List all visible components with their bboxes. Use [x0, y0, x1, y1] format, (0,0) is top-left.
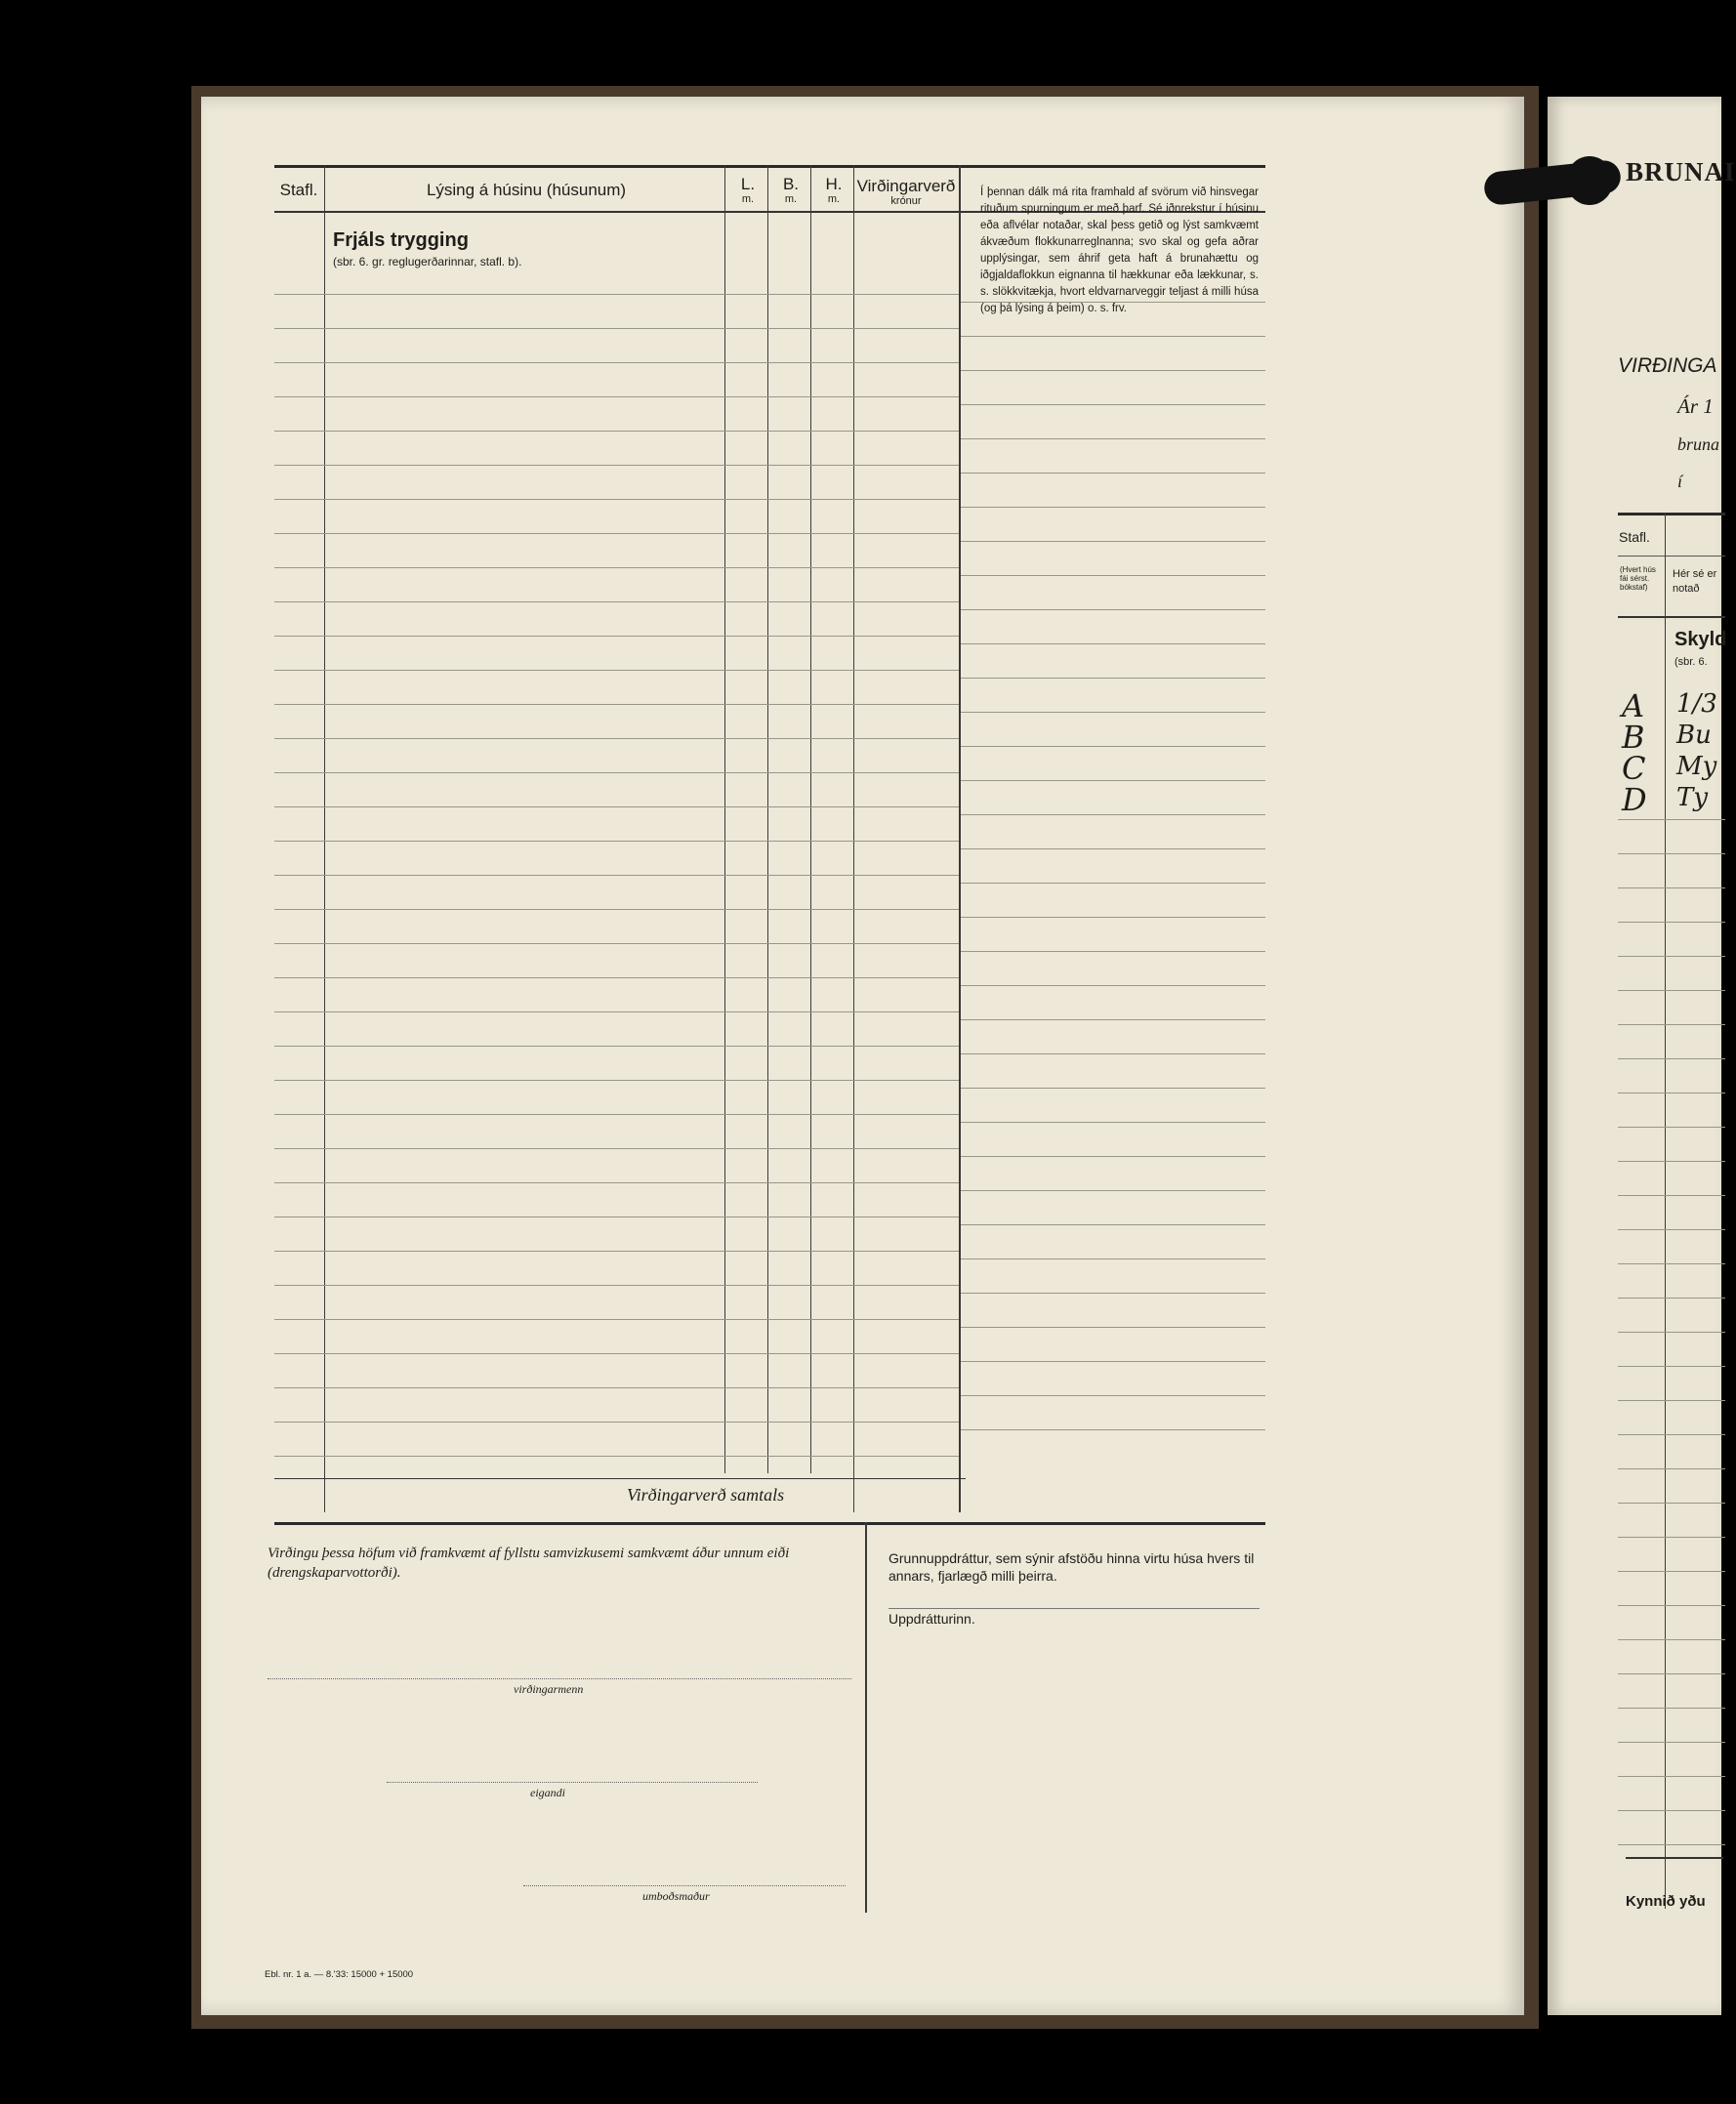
next-page-bruna: bruna: [1677, 434, 1720, 454]
ruled-line: [274, 1251, 959, 1252]
header-top-rule: [274, 165, 1265, 168]
notes-ruled-line: [961, 1327, 1265, 1328]
next-header-top: [1618, 513, 1725, 516]
notes-ruled-line: [961, 1088, 1265, 1089]
section-note: (sbr. 6. gr. reglugerðarinnar, stafl. b).: [333, 255, 522, 268]
ruled-line: [274, 328, 959, 329]
next-ruled-line: [1618, 819, 1725, 820]
header-lysing: Lýsing á húsinu (húsunum): [426, 181, 627, 199]
header-virding-unit: krónur: [890, 195, 922, 207]
col-rule-h: [810, 165, 811, 1473]
ruled-line: [274, 1148, 959, 1149]
next-ruled-line: [1618, 1844, 1725, 1845]
header-b: [769, 175, 812, 205]
notes-ruled-line: [961, 1019, 1265, 1020]
footer-print-code: Ebl. nr. 1 a. — 8.'33: 15000 + 15000: [265, 1969, 414, 1980]
sign-line-eigandi: [387, 1782, 758, 1783]
next-header-bottom: [1618, 616, 1725, 618]
ruled-line: [274, 1046, 959, 1047]
header-virding: [855, 177, 957, 207]
header-l: [726, 175, 769, 205]
next-header-mid: [1618, 556, 1725, 557]
ruled-line: [274, 1080, 959, 1081]
next-hvert-note: (Hvert hús fái sérst. bókstaf): [1620, 565, 1656, 592]
notes-ruled-line: [961, 1224, 1265, 1225]
ruled-line: [274, 294, 959, 295]
hand-entry-2: Bu: [1676, 721, 1712, 750]
ruled-line: [274, 841, 959, 842]
next-ruled-line: [1618, 1810, 1725, 1811]
ruled-line: [274, 431, 959, 432]
next-header-stafl: Stafl.: [1619, 529, 1650, 545]
ruled-line: [274, 909, 959, 910]
notes-ruled-line: [961, 438, 1265, 439]
col-rule-l: [724, 165, 725, 1473]
notes-ruled-line: [961, 404, 1265, 405]
next-page-title: BRUNAI: [1626, 157, 1736, 186]
next-ruled-line: [1618, 1468, 1725, 1469]
notes-ruled-line: [961, 985, 1265, 986]
next-ruled-line: [1618, 956, 1725, 957]
notes-ruled-line: [961, 1156, 1265, 1157]
notes-ruled-line: [961, 541, 1265, 542]
form-page-left: [201, 97, 1524, 2015]
header-virding-label: Virðingarverð: [856, 177, 956, 195]
hand-letter-d: D: [1622, 781, 1647, 818]
header-l-unit: m.: [741, 193, 755, 205]
hand-entry-3: My: [1676, 752, 1717, 781]
next-ruled-line: [1618, 1742, 1725, 1743]
ruled-line: [274, 875, 959, 876]
sign-label-eigandi: eigandi: [530, 1786, 565, 1799]
total-label: Virðingarverð samtals: [627, 1485, 785, 1505]
notes-ruled-line: [961, 473, 1265, 474]
next-ruled-line: [1618, 1673, 1725, 1674]
notes-ruled-line: [961, 1053, 1265, 1054]
next-bottom-rule: [1626, 1857, 1723, 1859]
ruled-line: [274, 977, 959, 978]
next-ruled-line: [1618, 1503, 1725, 1504]
notes-ruled-line: [961, 1122, 1265, 1123]
next-ruled-line: [1618, 990, 1725, 991]
ruled-line: [274, 670, 959, 671]
ruled-line: [274, 1387, 959, 1388]
ruled-line: [274, 1011, 959, 1012]
total-bottom-rule: [274, 1522, 1265, 1525]
notes-ruled-line: [961, 883, 1265, 884]
next-ruled-line: [1618, 922, 1725, 923]
form-page-right-edge: [1548, 97, 1736, 2015]
sign-label-virdingarmenn: virðingarmenn: [514, 1682, 584, 1696]
notes-ruled-line: [961, 1258, 1265, 1259]
notes-ruled-line: [961, 643, 1265, 644]
notes-ruled-line: [961, 336, 1265, 337]
ruled-line: [274, 738, 959, 739]
notes-ruled-line: [961, 814, 1265, 815]
next-bottom-text: Kynnið yðu: [1626, 1893, 1706, 1910]
grunn-text: Grunnuppdráttur, sem sýnir afstöðu hinna virtu húsa hvers til annars, fjarlægð milli þeirra.: [889, 1550, 1255, 1584]
hand-letter-b: B: [1622, 719, 1645, 756]
next-ruled-line: [1618, 887, 1725, 888]
next-ruled-line: [1618, 1229, 1725, 1230]
notes-ruled-line: [961, 848, 1265, 849]
next-ruled-line: [1618, 1434, 1725, 1435]
next-ruled-line: [1618, 1366, 1725, 1367]
next-ruled-line: [1618, 1776, 1725, 1777]
next-page-i: í: [1677, 472, 1683, 491]
notes-ruled-line: [961, 678, 1265, 679]
hand-entry-4: Ty: [1676, 783, 1709, 812]
notes-ruled-line: [961, 712, 1265, 713]
next-ruled-line: [1618, 1400, 1725, 1401]
next-ruled-line: [1618, 1058, 1725, 1059]
sign-line-umbodsmadur: [523, 1885, 846, 1886]
next-page-virding: VIRÐINGA: [1618, 354, 1717, 377]
col-rule-virding: [853, 165, 854, 1512]
next-sbr: (sbr. 6.: [1674, 656, 1708, 668]
sign-line-virdingarmenn: [268, 1678, 851, 1679]
sign-label-umbodsmadur: umboðsmaður: [642, 1889, 710, 1903]
grunn-rule: [889, 1608, 1260, 1609]
uppdrattur-label: Uppdrátturinn.: [889, 1611, 975, 1627]
ruled-line: [274, 772, 959, 773]
ruled-line: [274, 465, 959, 466]
next-page-ar: Ár 1: [1677, 394, 1714, 418]
next-ruled-line: [1618, 1127, 1725, 1128]
ruled-line: [274, 567, 959, 568]
ruled-line: [274, 1182, 959, 1183]
hand-entry-1: 1/3: [1676, 689, 1717, 719]
bottom-divider: [865, 1522, 867, 1913]
notes-ruled-line: [961, 1293, 1265, 1294]
ruled-line: [274, 1114, 959, 1115]
next-ruled-line: [1618, 1708, 1725, 1709]
next-ruled-line: [1618, 1571, 1725, 1572]
col-rule-b: [767, 165, 768, 1473]
notes-ruled-line: [961, 507, 1265, 508]
notes-ruled-line: [961, 575, 1265, 576]
header-b-label: B.: [782, 175, 800, 193]
next-her-note: Hér sé er notað: [1673, 568, 1717, 595]
notes-ruled-line: [961, 609, 1265, 610]
notes-ruled-line: [961, 917, 1265, 918]
ruled-line: [274, 806, 959, 807]
next-col-rule: [1665, 513, 1666, 1909]
ruled-line: [274, 1285, 959, 1286]
notes-ruled-line: [961, 1395, 1265, 1396]
next-ruled-line: [1618, 1605, 1725, 1606]
section-title: Frjáls trygging: [333, 229, 469, 251]
header-b-unit: m.: [784, 193, 798, 205]
next-ruled-line: [1618, 1639, 1725, 1640]
ruled-line: [274, 362, 959, 363]
next-skyld: Skyld: [1674, 629, 1727, 650]
next-ruled-line: [1618, 1332, 1725, 1333]
right-note: Í þennan dálk má rita framhald af svörum við hinsvegar rituðum spurningum er með þarf. Sé iðnrekstur í húsinu eða aflvélar notaðar, skal þess getið og lýst samkvæmt ákvæðum flokkunarreglnanna; svo skal og gefa aðrar upplýsingar, sem áhrif geta haft á brunahættu og iðgjaldaflokkun eignanna til hækkunar eða lækkunar, s. s. slökkvitækja, hvort eldvarnarveggir teljast á milli húsa (og þá lýsing á þeim) o. s. frv.: [980, 186, 1259, 314]
col-rule-notes: [959, 165, 961, 1512]
next-ruled-line: [1618, 1263, 1725, 1264]
hand-letter-c: C: [1622, 750, 1646, 787]
next-ruled-line: [1618, 1298, 1725, 1299]
next-ruled-line: [1618, 1024, 1725, 1025]
notes-ruled-line: [961, 302, 1265, 303]
next-ruled-line: [1618, 1537, 1725, 1538]
ruled-line: [274, 943, 959, 944]
ruled-line: [274, 601, 959, 602]
next-ruled-line: [1618, 1161, 1725, 1162]
notes-ruled-line: [961, 780, 1265, 781]
ruled-line: [274, 636, 959, 637]
total-top-rule: [274, 1478, 966, 1479]
ruled-line: [274, 1456, 959, 1457]
header-stafl: Stafl.: [279, 181, 318, 199]
ruled-line: [274, 704, 959, 705]
ruled-line: [274, 1422, 959, 1423]
ruled-line: [274, 1319, 959, 1320]
ruled-line: [274, 396, 959, 397]
ruled-line: [274, 499, 959, 500]
binding-knot: [1566, 156, 1613, 205]
next-ruled-line: [1618, 853, 1725, 854]
header-h-unit: m.: [827, 193, 841, 205]
hand-letter-a: A: [1622, 687, 1645, 724]
declaration-text: Virðingu þessa höfum við framkvæmt af fyllstu samvizkusemi samkvæmt áður unnum eiði (drengskaparvottorði).: [268, 1546, 790, 1581]
notes-ruled-line: [961, 951, 1265, 952]
header-h: [812, 175, 855, 205]
ruled-line: [274, 1353, 959, 1354]
header-h-label: H.: [825, 175, 843, 193]
ruled-line: [274, 533, 959, 534]
notes-ruled-line: [961, 1190, 1265, 1191]
header-l-label: L.: [740, 175, 756, 193]
notes-ruled-line: [961, 746, 1265, 747]
notes-ruled-line: [961, 1429, 1265, 1430]
notes-ruled-line: [961, 1361, 1265, 1362]
col-rule-stafl: [324, 165, 325, 1512]
notes-ruled-line: [961, 370, 1265, 371]
next-ruled-line: [1618, 1195, 1725, 1196]
